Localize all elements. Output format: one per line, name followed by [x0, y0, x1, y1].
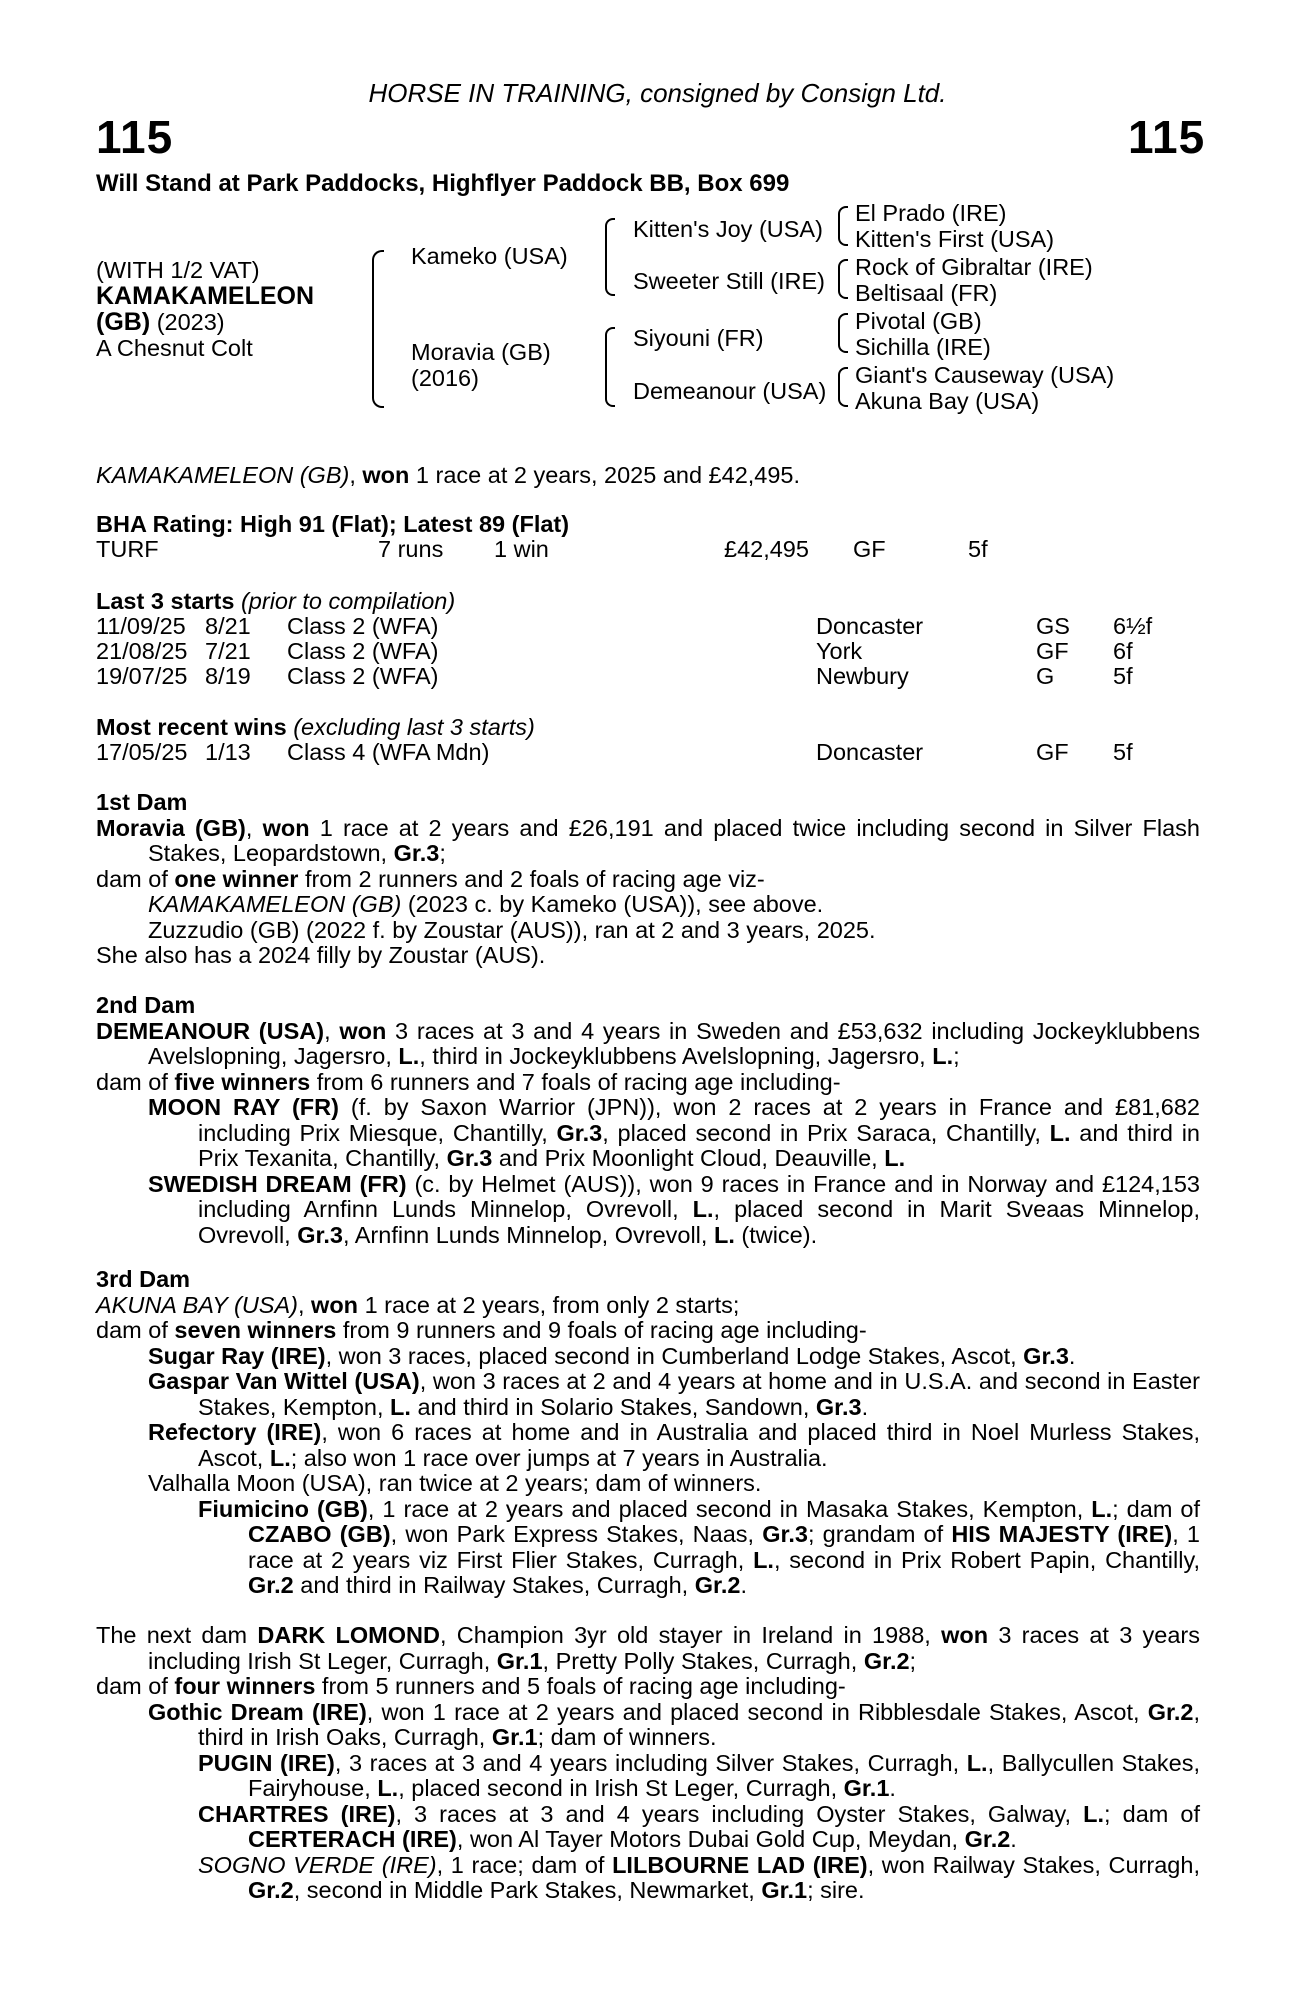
start-position: 8/21	[205, 613, 251, 639]
pedigree-gen3: Akuna Bay (USA)	[855, 388, 1040, 414]
win-course: Doncaster	[816, 739, 924, 765]
section-heading: 3rd Dam	[96, 1266, 191, 1292]
pedigree-gen3: Rock of Gibraltar (IRE)	[855, 254, 1093, 280]
dam-record: The next dam DARK LOMOND, Champion 3yr old stayer in Ireland in 1988, won 3 races at 3 years including Irish St Leger, Curragh, Gr.1, Pretty Polly Stakes, Curragh, Gr.2;	[96, 1622, 1200, 1674]
win-date: 17/05/25	[96, 739, 188, 765]
start-distance: 6f	[1113, 638, 1133, 664]
section-heading: 1st Dam	[96, 789, 188, 815]
horse-country-year	[96, 309, 225, 335]
dam-record: AKUNA BAY (USA), won 1 race at 2 years, from only 2 starts;	[96, 1291, 740, 1318]
pedigree-brace	[605, 327, 615, 407]
pedigree-dam: Moravia (GB)	[411, 339, 551, 365]
start-course: Newbury	[816, 663, 909, 689]
win-distance: 5f	[1113, 739, 1133, 765]
third-dam-section	[96, 1267, 1200, 1599]
start-date: 21/08/25	[96, 638, 188, 664]
produce-item: Sugar Ray (IRE), won 3 races, placed second in Cumberland Lodge Stakes, Ascot, Gr.3.	[148, 1342, 1076, 1369]
pedigree-gen3: Beltisaal (FR)	[855, 280, 998, 306]
pedigree-dam-sire: Siyouni (FR)	[633, 325, 764, 351]
start-going: GS	[1036, 613, 1070, 639]
produce-item: Refectory (IRE), won 6 races at home and in Australia and placed third in Noel Murless Stakes, Ascot, L.; also won 1 race over jumps at 7 years in Australia.	[148, 1419, 1200, 1471]
start-going: G	[1036, 663, 1055, 689]
pedigree-dam-year: (2016)	[411, 365, 479, 391]
lot-number-right: 115	[1128, 111, 1206, 163]
produce-item: CHARTRES (IRE), 3 races at 3 and 4 years including Oyster Stakes, Galway, L.; dam of CERTERACH (IRE), won Al Tayer Motors Dubai Gold Cup, Meydan, Gr.2.	[198, 1800, 1200, 1852]
pedigree-gen3: Sichilla (IRE)	[855, 334, 991, 360]
pedigree-gen3: El Prado (IRE)	[855, 200, 1007, 226]
start-position: 7/21	[205, 638, 251, 664]
race-summary: KAMAKAMELEON (GB), won 1 race at 2 years, 2025 and £42,495.	[96, 462, 801, 488]
produce-note: She also has a 2024 filly by Zoustar (AUS).	[96, 942, 546, 968]
start-class: Class 2 (WFA)	[287, 613, 439, 639]
produce-item: Gothic Dream (IRE), won 1 race at 2 years and placed second in Ribblesdale Stakes, Ascot, Gr.2, third in Irish Oaks, Curragh, Gr.1; dam of winners.	[148, 1698, 1200, 1750]
win-class: Class 4 (WFA Mdn)	[287, 739, 490, 765]
dam-record: Moravia (GB), won 1 race at 2 years and £26,191 and placed twice including second in Silver Flash Stakes, Leopardstown, Gr.3;	[96, 814, 1200, 866]
pedigree-sire-dam: Sweeter Still (IRE)	[633, 268, 825, 294]
vat-note: (WITH 1/2 VAT)	[96, 257, 260, 283]
dam-produce-summary: dam of four winners from 5 runners and 5 foals of racing age including-	[96, 1673, 846, 1699]
produce-item: Zuzzudio (GB) (2022 f. by Zoustar (AUS)), ran at 2 and 3 years, 2025.	[148, 916, 876, 943]
produce-item: MOON RAY (FR) (f. by Saxon Warrior (JPN)), won 2 races at 2 years in France and £81,682 including Prix Miesque, Chantilly, Gr.3, placed second in Prix Saraca, Chantilly, L. and third in Prix Texanita, Chantilly, Gr.3 and Prix Moonlight Cloud, Deauville, L.	[148, 1094, 1200, 1171]
pedigree-brace	[838, 367, 848, 407]
rating-going: GF	[853, 536, 886, 562]
pedigree-dam-dam: Demeanour (USA)	[633, 378, 827, 404]
dam-produce-summary: dam of seven winners from 9 runners and 9 foals of racing age including-	[96, 1317, 867, 1343]
rating-wins: 1 win	[494, 536, 549, 562]
start-date: 19/07/25	[96, 663, 188, 689]
recent-wins-heading: Most recent wins (excluding last 3 starts)	[96, 714, 535, 740]
second-dam-section	[96, 993, 1200, 1248]
start-class: Class 2 (WFA)	[287, 663, 439, 689]
summary-horse-name: KAMAKAMELEON (GB)	[96, 462, 350, 488]
produce-item: PUGIN (IRE), 3 races at 3 and 4 years including Silver Stakes, Curragh, L., Ballycullen Stakes, Fairyhouse, L., placed second in Irish St Leger, Curragh, Gr.1.	[198, 1749, 1201, 1801]
produce-item: Valhalla Moon (USA), ran twice at 2 years; dam of winners.	[148, 1470, 762, 1496]
produce-item: Fiumicino (GB), 1 race at 2 years and placed second in Masaka Stakes, Kempton, L.; dam of CZABO (GB), won Park Express Stakes, Naas, Gr.3; grandam of HIS MAJESTY (IRE), 1 race at 2 years viz First Flier Stakes, Curragh, L., second in Prix Robert Papin, Chantilly, Gr.2 and third in Railway Stakes, Curragh, Gr.2.	[198, 1495, 1201, 1598]
pedigree-brace	[838, 313, 848, 353]
dam-produce-summary: dam of five winners from 6 runners and 7 foals of racing age including-	[96, 1068, 841, 1095]
start-class: Class 2 (WFA)	[287, 638, 439, 664]
summary-text: 1 race at 2 years, 2025 and £42,495.	[409, 462, 801, 488]
pedigree-gen3: Kitten's First (USA)	[855, 226, 1055, 252]
first-dam-section	[96, 790, 1200, 969]
pedigree-sire-sire: Kitten's Joy (USA)	[633, 216, 823, 242]
pedigree-gen3: Giant's Causeway (USA)	[855, 362, 1115, 388]
pedigree-brace	[372, 340, 384, 408]
start-distance: 5f	[1113, 663, 1133, 689]
lot-number-left: 115	[96, 111, 174, 163]
win-position: 1/13	[205, 739, 251, 765]
summary-won: won	[362, 462, 410, 488]
start-distance: 6½f	[1113, 613, 1153, 639]
rating-prize: £42,495	[724, 536, 809, 562]
produce-item: KAMAKAMELEON (GB) (2023 c. by Kameko (USA)), see above.	[148, 891, 824, 917]
produce-item: Gaspar Van Wittel (USA), won 3 races at 2 and 4 years at home and in U.S.A. and second in Easter Stakes, Kempton, L. and third in Solario Stakes, Sandown, Gr.3.	[148, 1368, 1200, 1420]
produce-item: SOGNO VERDE (IRE), 1 race; dam of LILBOURNE LAD (IRE), won Railway Stakes, Curragh, Gr.2, second in Middle Park Stakes, Newmarket, Gr.1; sire.	[198, 1851, 1200, 1903]
dam-produce-summary: dam of one winner from 2 runners and 2 foals of racing age viz-	[96, 865, 765, 892]
start-going: GF	[1036, 638, 1069, 664]
start-course: Doncaster	[816, 613, 924, 639]
horse-country: (GB)	[96, 308, 151, 336]
pedigree-sire: Kameko (USA)	[411, 243, 568, 269]
pedigree-brace	[605, 218, 615, 296]
dam-record: DEMEANOUR (USA), won 3 races at 3 and 4 years in Sweden and £53,632 including Jockeyklubbens Avelslopning, Jagersro, L., third in Jockeyklubbens Avelslopning, Jagersro, L.;	[96, 1017, 1201, 1069]
next-dam-section	[96, 1623, 1200, 1904]
bha-rating: BHA Rating: High 91 (Flat); Latest 89 (Flat)	[96, 511, 570, 537]
start-date: 11/09/25	[96, 613, 186, 639]
start-course: York	[816, 638, 863, 664]
win-going: GF	[1036, 739, 1069, 765]
stabling-location: Will Stand at Park Paddocks, Highflyer Paddock BB, Box 699	[96, 170, 790, 197]
horse-year: (2023)	[156, 309, 225, 335]
rating-surface: TURF	[96, 536, 159, 562]
produce-item: SWEDISH DREAM (FR) (c. by Helmet (AUS)), won 9 races in France and in Norway and £124,153 including Arnfinn Lunds Minnelop, Ovrevoll, L., placed second in Marit Sveaas Minnelop, Ovrevoll, Gr.3, Arnfinn Lunds Minnelop, Ovrevoll, L. (twice).	[148, 1170, 1200, 1248]
horse-name: KAMAKAMELEON	[96, 282, 315, 310]
last-starts-heading: Last 3 starts (prior to compilation)	[96, 588, 456, 614]
rating-distance: 5f	[968, 536, 988, 562]
catalogue-header: HORSE IN TRAINING, consigned by Consign Ltd.	[368, 78, 947, 108]
rating-runs: 7 runs	[378, 536, 444, 562]
pedigree-brace	[838, 259, 848, 299]
pedigree-gen3: Pivotal (GB)	[855, 308, 982, 334]
horse-description: A Chesnut Colt	[96, 335, 253, 361]
section-heading: 2nd Dam	[96, 992, 196, 1018]
pedigree-brace	[372, 250, 384, 342]
start-position: 8/19	[205, 663, 251, 689]
pedigree-brace	[838, 206, 848, 246]
